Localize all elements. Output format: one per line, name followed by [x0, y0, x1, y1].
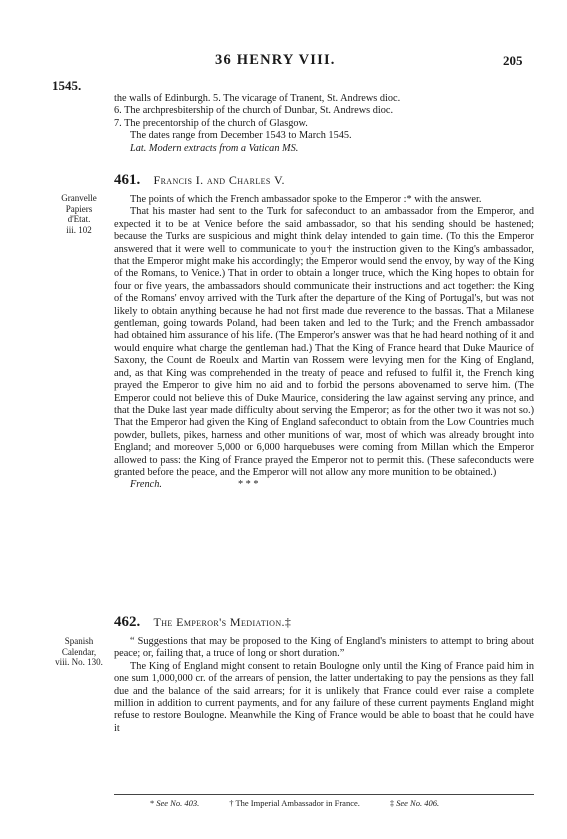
intro-block: [114, 93, 534, 155]
footnote: [150, 798, 199, 808]
footnote-text: The Imperial Ambassador in France.: [235, 798, 360, 808]
entry-source: French.: [130, 479, 162, 491]
entry-461-heading: [114, 172, 285, 189]
running-head: [0, 52, 567, 72]
page-number: 205: [503, 53, 523, 68]
side-note-line: Calendar,: [61, 646, 97, 657]
omission-stars: * * *: [237, 479, 259, 491]
side-note-line: Papiers: [65, 203, 93, 214]
footnotes: [150, 798, 530, 808]
side-note-line: Granvelle: [61, 193, 97, 203]
side-note-line: Spanish: [64, 636, 94, 646]
footnote-mark: †: [229, 798, 234, 808]
intro-source: Lat. Modern extracts from a Vatican MS.: [130, 142, 299, 154]
entry-number: 461.: [114, 172, 141, 188]
entry-462-heading: [114, 614, 291, 631]
entry-number: 462.: [114, 614, 141, 630]
footnote: [229, 798, 360, 808]
entry-462-side-note: [44, 636, 114, 668]
intro-dates: The dates range from December 1543 to March 1545.: [130, 130, 352, 142]
side-note-line: iii. 102: [66, 224, 92, 235]
year-margin: 1545.: [52, 78, 82, 93]
entry-paragraph: “ Suggestions that may be proposed to the King of England's ministers to attempt to bring about peace; or, failing that, a truce of long or short duration.”: [114, 636, 534, 660]
footnote-mark: ‡: [389, 798, 395, 808]
entry-title: Francis I. and Charles V.: [153, 173, 285, 187]
entry-461-body: [114, 194, 534, 492]
side-note-line: viii. No. 130.: [55, 657, 103, 667]
entry-source-line: [114, 479, 534, 491]
footnote-mark: *: [150, 798, 155, 808]
intro-line: 6. The archpresbitership of the church of Dunbar, St. Andrews dioc.: [114, 105, 394, 117]
footnote-text: See No. 403.: [156, 798, 200, 808]
side-note-line: d'Etat.: [67, 214, 91, 224]
entry-title: The Emperor's Mediation.‡: [153, 615, 292, 629]
intro-line: 7. The precentorship of the church of Glasgow.: [114, 117, 308, 129]
footnote-text: See No. 406.: [396, 798, 440, 808]
footnote-rule: [114, 794, 534, 795]
entry-462-body: [114, 636, 534, 735]
intro-line: the walls of Edinburgh. 5. The vicarage of Tranent, St. Andrews dioc.: [114, 93, 401, 104]
running-title: 36 HENRY VIII.: [215, 52, 336, 68]
entry-paragraph: That his master had sent to the Turk for safeconduct to an ambassador from the Emperor, and expected it to be at Venice before the said ambassador, so that his sending should be hastened; because the Turks are suspicious and might think delay intended to gain time. (To this the Emperor answered that it were well to communicate to you† the instruction given to the King's ambassador, that the Emperor might make his accordingly; the Emperor would send the envoy, by way of the King of the Romans, to Venice.) That in order to obtain a longer truce, which the King hopes to obtain for four or five years, the ambassadors should communicate their instructions and act together: the King of the Romans' envoy arrived with the Turk after the departure of the King of Portugal's, but was not likely to obtain anything because he had not first made due reverence to the bassas. That a Milanese gentleman, going towards Poland, had been taken and led to the Turk; and the French ambassador had obtained him assurance of his life. (The Emperor's answer was that he had heard nothing of it and would enquire what charge the gentleman had.) That the King of France heard that Duke Maurice of Saxony, the Count de Roeulx and Martin van Rossem were levying men for the King of England, and, as that King was comprehended in the treaty of peace and refused to fulfil it, the French king prayed the Emperor to give him no aid and to forbid the persons abovenamed to serve him. (The Emperor could not believe this of Duke Maurice, considering the law against serving any prince, and that the Duke last year made difficulty about serving the Emperor; as for the other two it was not so.) That the Emperor had given the King of England safeconduct to obtain from the Low Countries much powder, bullets, pikes, harness and other munitions of war, most of which was already brought into England; and moreover 5,000 or 6,000 harquebuses were coming from Millan which the Emperor allowed to pass: the King of France prayed the Emperor not to permit this. (These safeconducts were granted before the peace, and the Emperor will not allow any more munition to be obtained.): [114, 206, 534, 478]
entry-paragraph: The points of which the French ambassador spoke to the Emperor :* with the answer.: [130, 194, 482, 205]
footnote: [390, 798, 439, 808]
entry-paragraph: The King of England might consent to retain Boulogne only until the King of France paid him in one sum 1,000,000 cr. of the arrears of pension, the latter undertaking to pay the pensions as they fall due and the balance of the said arrears; for it is unlikely that France could ever raise a complete million in addition to current payments, and for any failure of these current payments England might refuse to restore Boulogne. Meanwhile the King of France would be able to boast that he could have it: [114, 660, 534, 734]
entry-461-side-note: [44, 193, 114, 235]
